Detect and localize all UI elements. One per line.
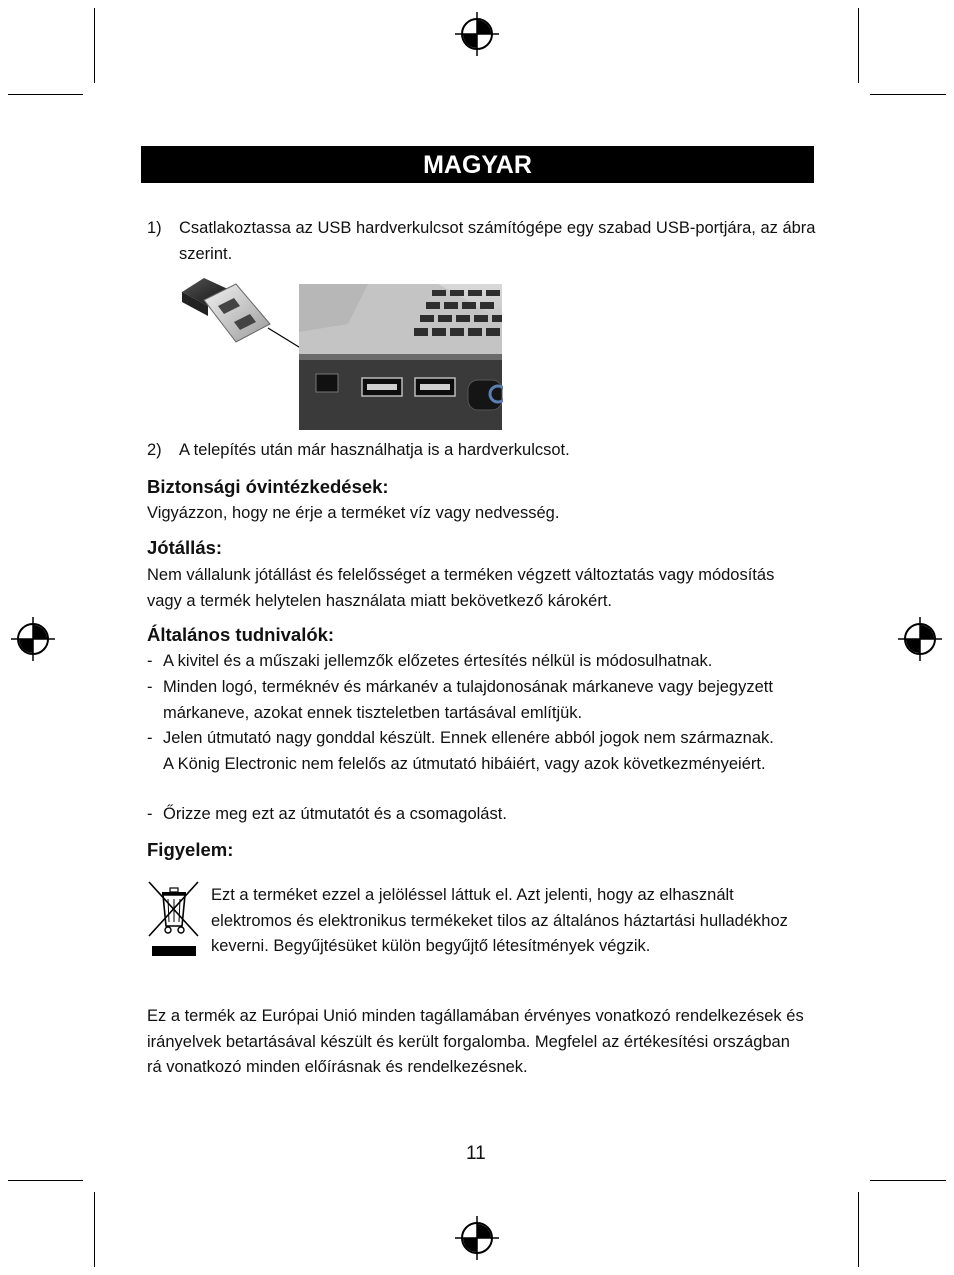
crop-mark xyxy=(94,1192,95,1267)
crop-mark xyxy=(94,8,95,83)
crop-mark xyxy=(8,1180,83,1181)
registration-mark-icon xyxy=(11,617,55,661)
list-item-text: Jelen útmutató nagy gonddal készült. Ennek ellenére abból jogok nem származnak. A König Electronic nem felelős az útmutató hibáiért, vagy azok következményeiért. xyxy=(163,729,774,773)
page-number: 11 xyxy=(466,1143,486,1164)
crossed-out-wheelie-bin-icon xyxy=(146,880,202,958)
weee-text: Ezt a terméket ezzel a jelöléssel láttuk el. Azt jelenti, hogy az elhasznált elektromos és elektronikus termékeket tilos az általános háztartási hulladékhoz keverni. Begyűjtésüket külön begyűjtő létesítmények végzik. xyxy=(211,886,788,955)
safety-text: Vigyázzon, hogy ne érje a terméket víz vagy nedvesség. xyxy=(147,504,560,522)
crop-mark xyxy=(858,8,859,83)
list-item-text: Őrizze meg ezt az útmutatót és a csomagolást. xyxy=(163,805,507,823)
section-heading-attention: Figyelem: xyxy=(147,839,234,860)
list-dash: - xyxy=(147,729,153,747)
list-dash: - xyxy=(147,805,153,823)
section-heading-safety: Biztonsági óvintézkedések: xyxy=(147,476,389,497)
crop-mark xyxy=(870,1180,946,1181)
registration-mark-icon xyxy=(455,12,499,56)
step-number: 2) xyxy=(147,441,162,459)
crop-mark xyxy=(870,94,946,95)
warranty-text: Nem vállalunk jótállást és felelősséget a terméken végzett változtatás vagy módosítás vagy a termék helytelen használata miatt bekövetkező károkért. xyxy=(147,566,775,610)
list-item xyxy=(147,649,787,675)
step-number: 1) xyxy=(147,219,162,237)
list-item-text: A kivitel és a műszaki jellemzők előzetes értesítés nélkül is módosulhatnak. xyxy=(163,652,713,670)
usb-dongle-illustration xyxy=(178,270,503,430)
list-item-text: Minden logó, terméknév és márkanév a tulajdonosának márkaneve vagy bejegyzett márkaneve, azokat ennek tiszteletben tartásával említjük. xyxy=(163,678,773,722)
list-item xyxy=(147,726,787,777)
list-dash: - xyxy=(147,652,153,670)
compliance-text: Ez a termék az Európai Unió minden tagállamában érvényes vonatkozó rendelkezések és irányelvek betartásával készült és került forgalomba. Megfelel az értékesítési országban rá vonatkozó minden előírásnak és rendelkezésnek. xyxy=(147,1007,804,1076)
language-header: MAGYAR xyxy=(141,146,814,183)
crop-mark xyxy=(858,1192,859,1267)
registration-mark-icon xyxy=(455,1216,499,1260)
step-text: Csatlakoztassa az USB hardverkulcsot számítógépe egy szabad USB-portjára, az ábra szerint. xyxy=(179,219,816,263)
registration-mark-icon xyxy=(898,617,942,661)
section-heading-general: Általános tudnivalók: xyxy=(147,624,335,645)
crop-mark xyxy=(8,94,83,95)
section-heading-warranty: Jótállás: xyxy=(147,537,223,558)
list-item xyxy=(147,675,787,726)
list-item xyxy=(147,802,787,828)
list-dash: - xyxy=(147,678,153,696)
step-text: A telepítés után már használhatja is a hardverkulcsot. xyxy=(179,441,570,459)
